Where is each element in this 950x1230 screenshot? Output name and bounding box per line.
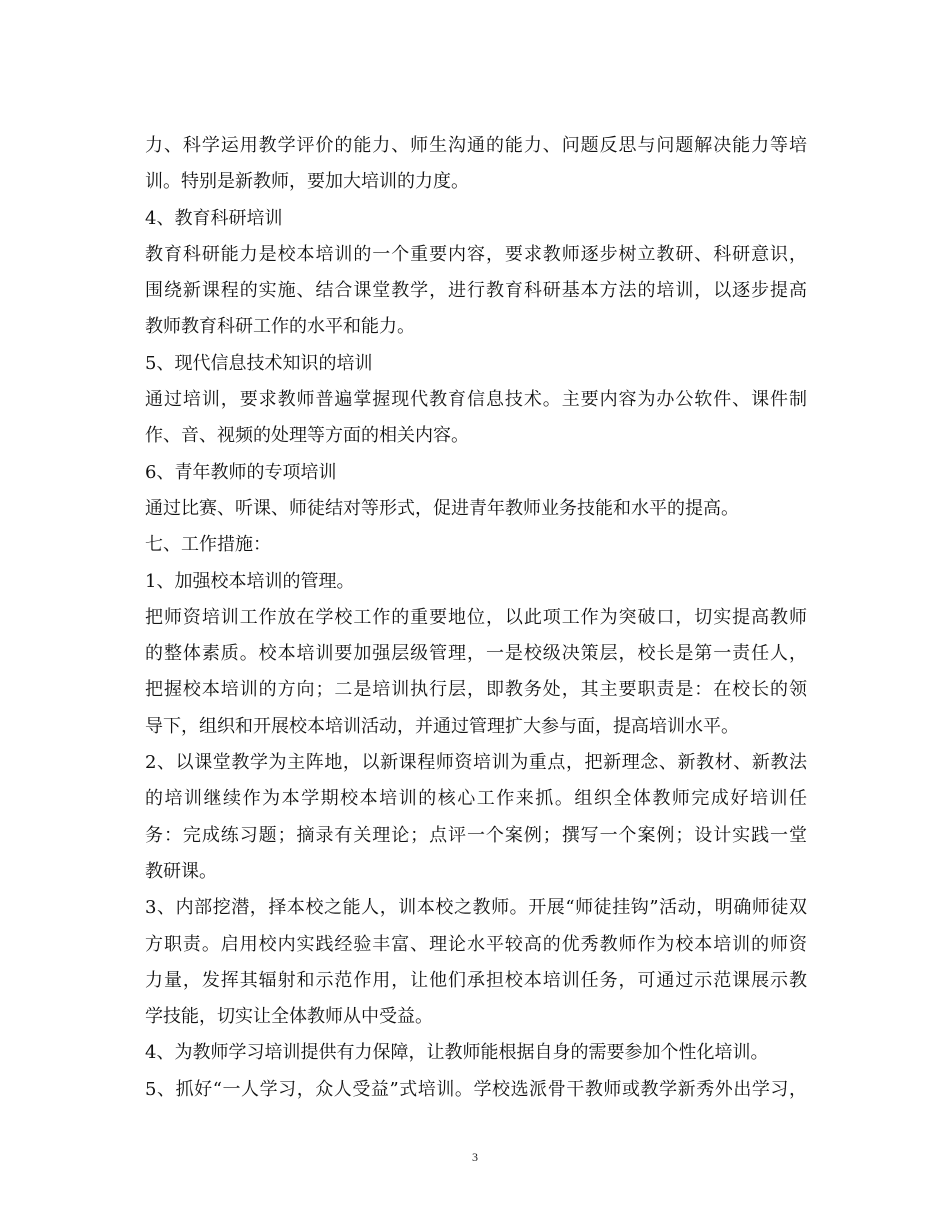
text-line: 5、抓好“一人学习，众人受益”式培训。学校选派骨干教师或教学新秀外出学习，	[145, 1078, 807, 1100]
text-line: 教研课。	[145, 860, 217, 882]
text-line: 1、加强校本培训的管理。	[145, 570, 355, 592]
text-line: 学技能，切实让全体教师从中受益。	[145, 1006, 433, 1028]
text-line: 把师资培训工作放在学校工作的重要地位，以此项工作为突破口，切实提高教师	[145, 606, 807, 628]
text-line: 导下，组织和开展校本培训活动，并通过管理扩大参与面，提高培训水平。	[145, 715, 739, 737]
text-line: 4、为教师学习培训提供有力保障，让教师能根据自身的需要参加个性化培训。	[145, 1042, 769, 1064]
text-line: 的培训继续作为本学期校本培训的核心工作来抓。组织全体教师完成好培训任	[145, 788, 807, 810]
text-line: 务：完成练习题；摘录有关理论；点评一个案例；撰写一个案例；设计实践一堂	[145, 824, 807, 846]
text-line: 教师教育科研工作的水平和能力。	[145, 316, 415, 338]
text-line: 训。特别是新教师，要加大培训的力度。	[145, 171, 469, 193]
text-line: 方职责。启用校内实践经验丰富、理论水平较高的优秀教师作为校本培训的师资	[145, 933, 807, 955]
text-line: 把握校本培训的方向；二是培训执行层，即教务处，其主要职责是：在校长的领	[145, 679, 807, 701]
section-heading: 6、青年教师的专项培训	[145, 461, 337, 483]
text-line: 围绕新课程的实施、结合课堂教学，进行教育科研基本方法的培训，以逐步提高	[145, 280, 807, 302]
section-heading: 4、教育科研培训	[145, 207, 283, 229]
text-line: 通过比赛、听课、师徒结对等形式，促进青年教师业务技能和水平的提高。	[145, 497, 739, 519]
section-heading: 七、工作措施：	[145, 534, 271, 556]
text-line: 通过培训，要求教师普遍掌握现代教育信息技术。主要内容为办公软件、课件制	[145, 389, 807, 411]
text-line: 作、音、视频的处理等方面的相关内容。	[145, 425, 469, 447]
page-number: 3	[472, 1150, 478, 1164]
text-line: 教育科研能力是校本培训的一个重要内容，要求教师逐步树立教研、科研意识，	[145, 243, 807, 265]
text-line: 的整体素质。校本培训要加强层级管理，一是校级决策层，校长是第一责任人，	[145, 643, 807, 665]
section-heading: 5、现代信息技术知识的培训	[145, 352, 373, 374]
text-line: 力量，发挥其辐射和示范作用，让他们承担校本培训任务，可通过示范课展示教	[145, 969, 807, 991]
text-line: 力、科学运用教学评价的能力、师生沟通的能力、问题反思与问题解决能力等培	[145, 135, 807, 156]
text-line: 2、以课堂教学为主阵地，以新课程师资培训为重点，把新理念、新教材、新教法	[145, 752, 807, 774]
body-text	[145, 128, 807, 1108]
text-line: 3、内部挖潜，择本校之能人，训本校之教师。开展“师徒挂钩”活动，明确师徒双	[145, 897, 807, 919]
